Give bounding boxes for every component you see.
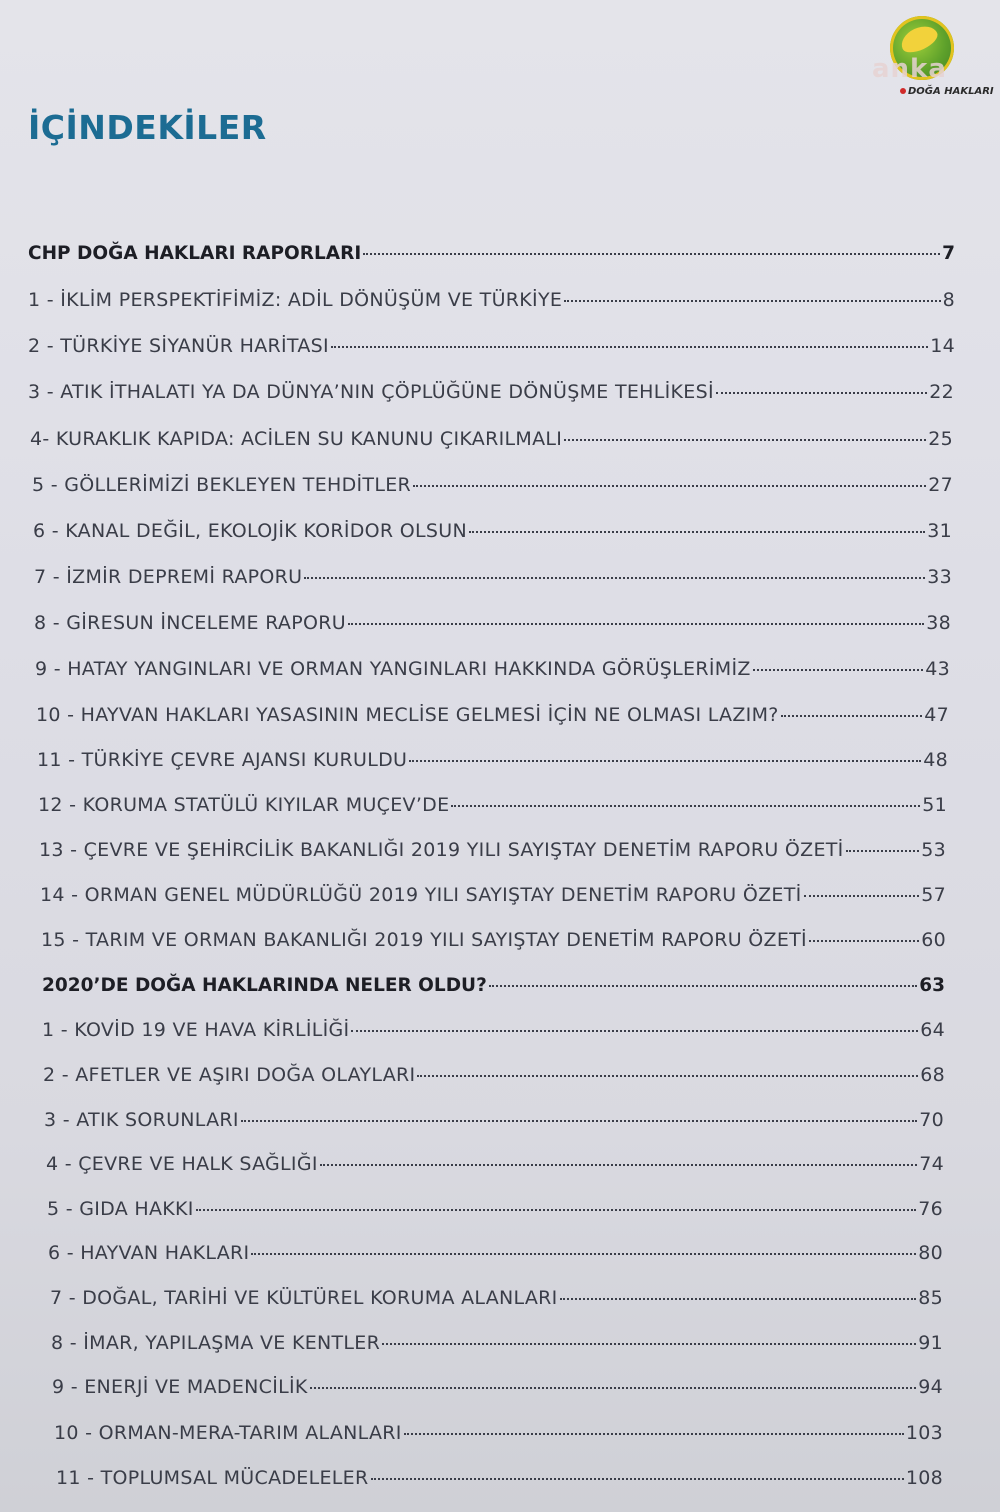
toc-page-number: 60 (921, 929, 946, 951)
dot-leader (846, 850, 920, 852)
toc-entry-title: 3 - ATIK SORUNLARI (44, 1109, 239, 1131)
toc-entry (34, 566, 952, 596)
toc-entry (42, 1019, 945, 1049)
toc-page-number: 57 (921, 884, 946, 906)
toc-entry (33, 520, 952, 550)
toc-page-number: 85 (918, 1287, 943, 1309)
toc-entry-title: 6 - HAYVAN HAKLARI (48, 1242, 250, 1264)
toc-entry (36, 704, 949, 734)
toc-page-number: 108 (905, 1467, 943, 1489)
toc-page-number: 76 (918, 1198, 943, 1220)
dot-leader (251, 1253, 916, 1255)
toc-entry (34, 612, 951, 642)
toc-page-number: 43 (925, 658, 950, 680)
toc-entry (52, 1376, 943, 1406)
dot-leader (348, 623, 924, 625)
toc-entry (41, 929, 946, 959)
toc-entry-title: 8 - İMAR, YAPILAŞMA VE KENTLER (51, 1332, 381, 1354)
toc-entry (40, 884, 946, 914)
toc-page-number: 70 (919, 1109, 944, 1131)
toc-entry (48, 1242, 943, 1272)
dot-leader (320, 1164, 917, 1166)
toc-entry-title: 7 - İZMİR DEPREMİ RAPORU (34, 566, 303, 588)
toc-entry-title: 1 - İKLİM PERSPEKTİFİMİZ: ADİL DÖNÜŞÜM VE TÜRKİYE (28, 289, 563, 311)
toc-page-number: 64 (920, 1019, 945, 1041)
toc-entry-title: 12 - KORUMA STATÜLÜ KIYILAR MUÇEV’DE (38, 794, 450, 816)
toc-page-number: 53 (921, 839, 946, 861)
toc-entry-title: CHP DOĞA HAKLARI RAPORLARI (28, 243, 362, 264)
toc-entry-title: 4- KURAKLIK KAPIDA: ACİLEN SU KANUNU ÇIKARILMALI (30, 428, 563, 450)
dot-leader (304, 577, 925, 579)
toc-page-number: 68 (920, 1064, 945, 1086)
toc-page-number: 94 (918, 1376, 943, 1398)
toc-entry (44, 1109, 944, 1139)
toc-page-number: 31 (927, 520, 952, 542)
toc-entry (56, 1467, 943, 1497)
toc-page-number: 27 (928, 474, 953, 496)
dot-leader (753, 669, 924, 671)
toc-page-number: 33 (927, 566, 952, 588)
dot-leader (564, 300, 940, 302)
toc-page-number: 63 (919, 975, 945, 996)
toc-entry-title: 5 - GÖLLERİMİZİ BEKLEYEN TEHDİTLER (32, 474, 412, 496)
toc-entry-title: 10 - HAYVAN HAKLARI YASASININ MECLİSE GELMESİ İÇİN NE OLMASI LAZIM? (36, 704, 779, 726)
dot-leader (716, 392, 927, 394)
toc-page-number: 103 (905, 1422, 943, 1444)
dot-leader (310, 1387, 917, 1389)
toc-entry-title: 11 - TÜRKİYE ÇEVRE AJANSI KURULDU (37, 749, 408, 771)
toc-entry-title: 4 - ÇEVRE VE HALK SAĞLIĞI (46, 1153, 318, 1175)
dot-leader (781, 715, 923, 717)
toc-section-heading (28, 243, 955, 273)
toc-entry (51, 1332, 943, 1362)
dot-leader (363, 253, 940, 255)
toc-page-number: 51 (922, 794, 947, 816)
dot-leader (371, 1478, 904, 1480)
toc-entry-title: 15 - TARIM VE ORMAN BAKANLIĞI 2019 YILI SAYIŞTAY DENETİM RAPORU ÖZETİ (41, 929, 807, 951)
toc-entry-title: 5 - GIDA HAKKI (47, 1198, 194, 1220)
toc-entry (28, 335, 955, 365)
toc-entry-title: 14 - ORMAN GENEL MÜDÜRLÜĞÜ 2019 YILI SAYIŞTAY DENETİM RAPORU ÖZETİ (40, 884, 802, 906)
dot-leader (413, 485, 926, 487)
toc-entry-title: 9 - HATAY YANGINLARI VE ORMAN YANGINLARI HAKKINDA GÖRÜŞLERİMİZ (35, 658, 751, 680)
watermark: anka (872, 54, 947, 84)
toc-entry (39, 839, 946, 869)
toc-entry-title: 2 - TÜRKİYE SİYANÜR HARİTASI (28, 335, 329, 357)
toc-page-number: 80 (918, 1242, 943, 1264)
dot-leader (564, 439, 926, 441)
logo-subtitle-text: DOĞA HAKLARI (908, 86, 994, 97)
toc-entry (30, 428, 953, 458)
toc-entry-title: 3 - ATIK İTHALATI YA DA DÜNYA’NIN ÇÖPLÜĞÜNE DÖNÜŞME TEHLİKESİ (28, 381, 714, 403)
toc-entry-title: 7 - DOĞAL, TARİHİ VE KÜLTÜREL KORUMA ALANLARI (50, 1287, 558, 1309)
toc-entry-title: 11 - TOPLUMSAL MÜCADELELER (56, 1467, 369, 1489)
dot-leader (804, 895, 920, 897)
toc-entry (35, 658, 950, 688)
toc-entry (47, 1198, 943, 1228)
toc-entry-title: 13 - ÇEVRE VE ŞEHİRCİLİK BAKANLIĞI 2019 YILI SAYIŞTAY DENETİM RAPORU ÖZETİ (39, 839, 844, 861)
toc-entry (50, 1287, 943, 1317)
dot-leader (241, 1120, 917, 1122)
toc-entry-title: 1 - KOVİD 19 VE HAVA KİRLİLİĞİ (42, 1019, 350, 1041)
dot-leader (382, 1343, 916, 1345)
toc-page-number: 91 (918, 1332, 943, 1354)
toc-entry (37, 749, 948, 779)
toc-entry-title: 8 - GİRESUN İNCELEME RAPORU (34, 612, 346, 634)
toc-page-number: 47 (924, 704, 949, 726)
toc-entry-title: 6 - KANAL DEĞİL, EKOLOJİK KORİDOR OLSUN (33, 520, 467, 542)
dot-leader (404, 1433, 904, 1435)
dot-leader (451, 805, 920, 807)
dot-leader (409, 760, 921, 762)
toc-entry-title: 9 - ENERJİ VE MADENCİLİK (52, 1376, 308, 1398)
dot-leader (489, 985, 917, 987)
toc-entry (32, 474, 953, 504)
toc-page-number: 74 (919, 1153, 944, 1175)
toc-page-number: 8 (942, 289, 955, 311)
toc-section-heading (42, 975, 945, 1005)
dot-leader (560, 1298, 917, 1300)
toc-entry-title: 2 - AFETLER VE AŞIRI DOĞA OLAYLARI (43, 1064, 416, 1086)
dot-leader (469, 531, 925, 533)
toc-entry (28, 381, 954, 411)
toc-entry-title: 10 - ORMAN-MERA-TARIM ALANLARI (54, 1422, 402, 1444)
toc-page-number: 7 (942, 243, 955, 264)
toc-entry (46, 1153, 944, 1183)
toc-page-number: 25 (928, 428, 953, 450)
dot-leader (351, 1030, 918, 1032)
toc-page-number: 48 (923, 749, 948, 771)
toc-entry (38, 794, 947, 824)
toc-entry (28, 289, 955, 319)
dot-leader (196, 1209, 917, 1211)
toc-entry (54, 1422, 943, 1452)
toc-entry (43, 1064, 945, 1094)
page-title: İÇİNDEKİLER (28, 108, 267, 147)
toc-entry-title: 2020’DE DOĞA HAKLARINDA NELER OLDU? (42, 975, 487, 996)
dot-leader (417, 1075, 918, 1077)
toc-page-number: 38 (926, 612, 951, 634)
dot-leader (331, 346, 928, 348)
toc-page-number: 14 (930, 335, 955, 357)
dot-leader (809, 940, 919, 942)
toc-page-number: 22 (929, 381, 954, 403)
